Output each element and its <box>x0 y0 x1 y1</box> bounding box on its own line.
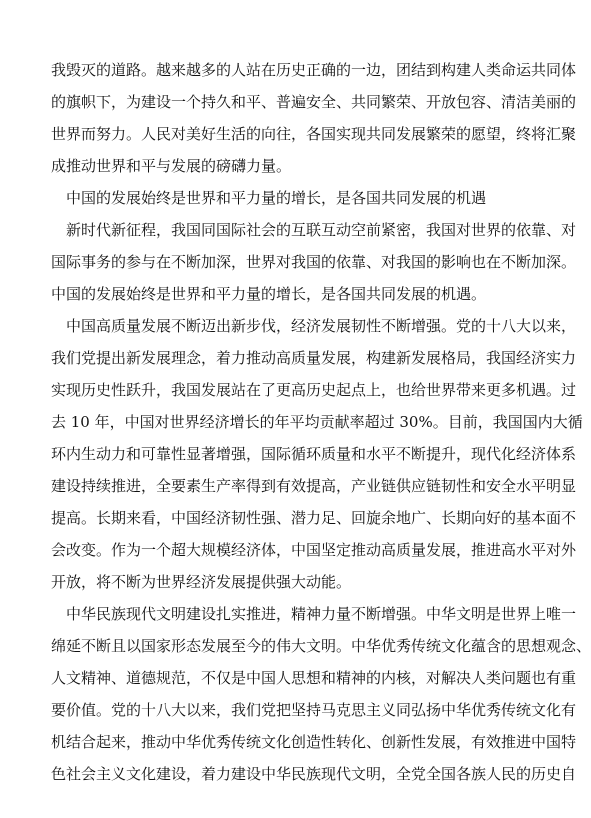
text-line: 色社会主义文化建设，着力建设中华民族现代文明，全党全国各族人民的历史自 <box>51 765 577 783</box>
text-line: 机结合起来，推动中华优秀传统文化创造性转化、创新性发展，有效推进中国特 <box>51 733 577 751</box>
text-line: 的旗帜下，为建设一个持久和平、普遍安全、共同繁荣、开放包容、清洁美丽的 <box>51 93 577 111</box>
text-line: 实现历史性跃升，我国发展站在了更高历史起点上，也给世界带来更多机遇。过 <box>51 381 577 399</box>
text-line: 要价值。党的十八大以来，我们党把坚持马克思主义同弘扬中华优秀传统文化有 <box>51 701 577 719</box>
text-line: 中国高质量发展不断迈出新步伐，经济发展韧性不断增强。党的十八大以来， <box>66 317 577 335</box>
text-line: 中华民族现代文明建设扎实推进，精神力量不断增强。中华文明是世界上唯一 <box>66 605 577 623</box>
text-line: 提高。长期来看，中国经济韧性强、潜力足、回旋余地广、长期向好的基本面不 <box>51 509 577 527</box>
text-line: 环内生动力和可靠性显著增强，国际循环质量和水平不断提升，现代化经济体系 <box>51 445 577 463</box>
text-line: 会改变。作为一个超大规模经济体，中国坚定推动高质量发展，推进高水平对外 <box>51 541 577 559</box>
text-line: 开放，将不断为世界经济发展提供强大动能。 <box>51 573 352 591</box>
section-heading: 中国的发展始终是世界和平力量的增长，是各国共同发展的机遇 <box>66 189 487 207</box>
text-line: 去 10 年，中国对世界经济增长的年平均贡献率超过 30%。目前，我国国内大循 <box>51 413 583 431</box>
text-line: 建设持续推进，全要素生产率得到有效提高，产业链供应链韧性和安全水平明显 <box>51 477 577 495</box>
text-line: 我毁灭的道路。越来越多的人站在历史正确的一边，团结到构建人类命运共同体 <box>51 61 577 79</box>
text-line: 国际事务的参与在不断加深，世界对我国的依靠、对我国的影响也在不断加深。 <box>51 253 577 271</box>
text-line: 我们党提出新发展理念，着力推动高质量发展，构建新发展格局，我国经济实力 <box>51 349 577 367</box>
text-line: 成推动世界和平与发展的磅礴力量。 <box>51 157 292 175</box>
text-line: 绵延不断且以国家形态发展至今的伟大文明。中华优秀传统文化蕴含的思想观念、 <box>51 637 591 655</box>
text-line: 世界而努力。人民对美好生活的向往，各国实现共同发展繁荣的愿望，终将汇聚 <box>51 125 577 143</box>
text-line: 新时代新征程，我国同国际社会的互联互动空前紧密，我国对世界的依靠、对 <box>66 221 577 239</box>
text-line: 中国的发展始终是世界和平力量的增长，是各国共同发展的机遇。 <box>51 285 487 303</box>
text-line: 人文精神、道德规范，不仅是中国人思想和精神的内核，对解决人类问题也有重 <box>51 669 577 687</box>
